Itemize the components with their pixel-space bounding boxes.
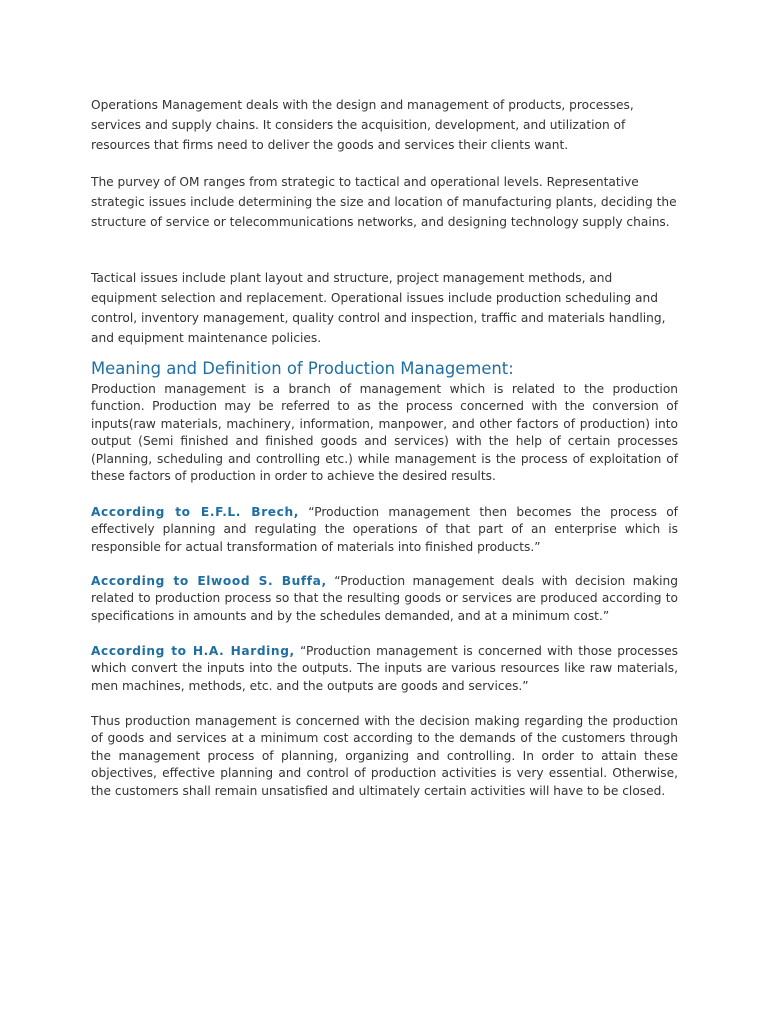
definition-paragraph: Production management is a branch of management which is related to the production function. Production may be referred to as the process concerned with the conversion of inputs(raw materials, machinery, information, manpower, and other factors of production) into output (Semi finished and finished goods and services) with the help of certain processes (Planning, scheduling and controlling etc.) while management is the process of exploitation of these factors of production in order to achieve the desired results.	[91, 382, 678, 484]
quote-author: According to Elwood S. Buffa,	[91, 574, 327, 588]
conclusion-paragraph: Thus production management is concerned with the decision making regarding the production of goods and services at a minimum cost according to the demands of the customers through the management process of planning, organizing and controlling. In order to attain these objectives, effective planning and control of production activities is very essential. Otherwise, the customers shall remain unsatisfied and ultimately certain activities will have to be closed.	[91, 714, 678, 798]
quote-harding	[91, 643, 678, 695]
quote-brech	[91, 504, 678, 556]
intro-paragraph-2: The purvey of OM ranges from strategic to tactical and operational levels. Representative strategic issues include determining the size and location of manufacturing plants, deciding the structure of service or telecommunications networks, and designing technology supply chains.	[91, 175, 677, 229]
intro-paragraph-1: Operations Management deals with the design and management of products, processes, services and supply chains. It considers the acquisition, development, and utilization of resources that firms need to deliver the goods and services their clients want.	[91, 98, 634, 152]
quote-buffa	[91, 573, 678, 625]
quote-text: “Production management is concerned with those processes which convert the inputs into the outputs. The inputs are various resources like raw materials, men machines, methods, etc. and the outputs are goods and services.”	[91, 644, 678, 693]
quote-text: “Production management deals with decision making related to production process so that the resulting goods or services are produced according to specifications in amounts and by the schedules demanded, and at a minimum cost.”	[91, 574, 678, 623]
intro-paragraph-3: Tactical issues include plant layout and structure, project management methods, and equipment selection and replacement. Operational issues include production scheduling and control, inventory management, quality control and inspection, traffic and materials handling, and equipment maintenance policies.	[91, 271, 666, 345]
section-heading: Meaning and Definition of Production Management:	[91, 359, 514, 378]
quote-author: According to E.F.L. Brech,	[91, 505, 299, 519]
quote-author: According to H.A. Harding,	[91, 644, 295, 658]
quote-text: “Production management then becomes the process of effectively planning and regulating the operations of that part of an enterprise which is responsible for actual transformation of materials into finished products.”	[91, 505, 678, 554]
